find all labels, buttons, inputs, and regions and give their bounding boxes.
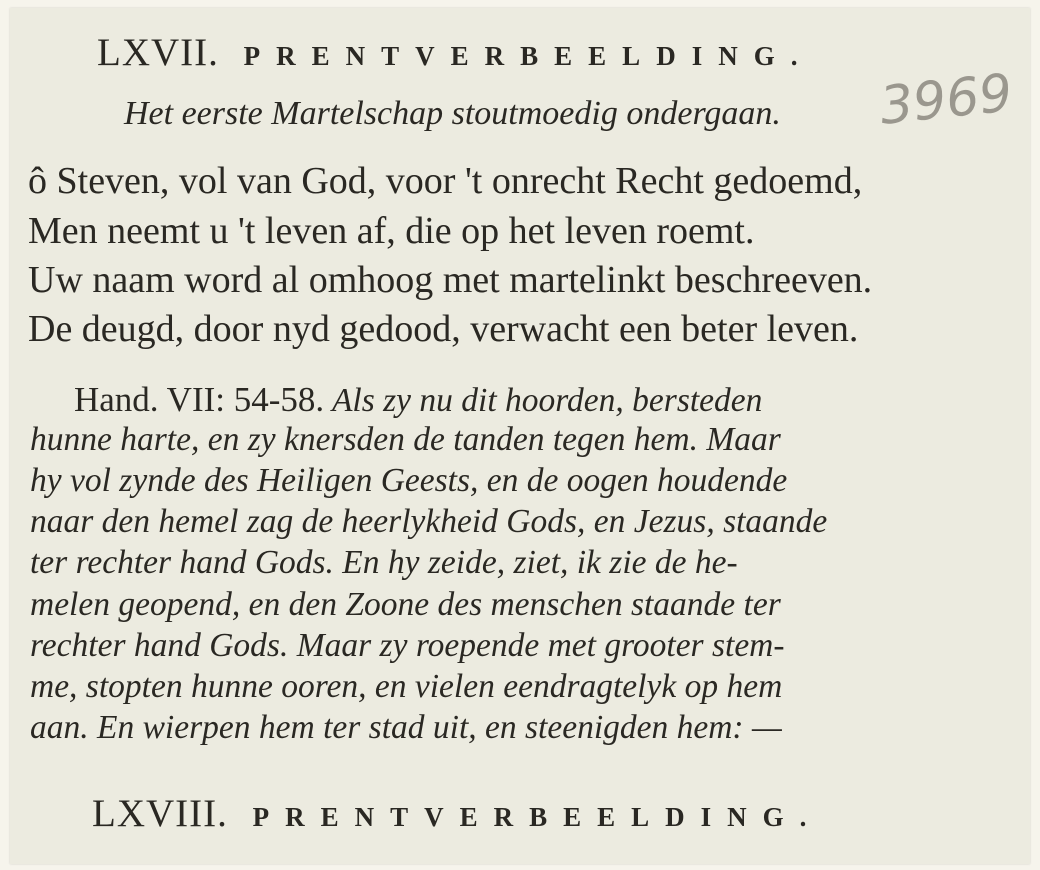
verse-line: Men neemt u 't leven af, die op het leven roemt. [28, 210, 755, 252]
heading-bottom [92, 791, 822, 836]
heading-top-word: PRENTVERBEELDING. [243, 41, 814, 71]
scripture-reference: Hand. VII: 54-58. [74, 380, 325, 419]
prose-line: melen geopend, en den Zoone des menschen staande ter [30, 586, 781, 623]
pencil-note: 3969 [877, 63, 1016, 137]
subtitle: Het eerste Martelschap stoutmoedig ondergaan. [124, 95, 781, 132]
verse-line: ô Steven, vol van God, voor 't onrecht Recht gedoemd, [28, 160, 863, 202]
prose-line [30, 380, 1005, 420]
heading-bottom-word: PRENTVERBEELDING. [252, 802, 823, 832]
heading-bottom-number: LXVIII. [92, 792, 228, 835]
verse-line: De deugd, door nyd gedood, verwacht een beter leven. [28, 308, 859, 350]
prose-line: hunne harte, en zy knersden de tanden tegen hem. Maar [30, 421, 781, 458]
heading-top [97, 30, 813, 75]
prose-line: aan. En wierpen hem ter stad uit, en steenigden hem: — [30, 709, 782, 746]
prose-line: rechter hand Gods. Maar zy roepende met grooter stem- [30, 627, 785, 664]
prose-line: me, stopten hunne ooren, en vielen eendragtelyk op hem [30, 668, 783, 705]
verse-line: Uw naam word al omhoog met martelinkt beschreeven. [28, 259, 873, 301]
prose-line-text: Als zy nu dit hoorden, bersteden [331, 382, 763, 419]
prose-line: hy vol zynde des Heiligen Geests, en de oogen houdende [30, 462, 788, 499]
heading-top-number: LXVII. [97, 31, 219, 74]
prose-line: ter rechter hand Gods. En hy zeide, ziet, ik zie de he- [30, 544, 738, 581]
prose-line: naar den hemel zag de heerlykheid Gods, en Jezus, staande [30, 503, 828, 540]
